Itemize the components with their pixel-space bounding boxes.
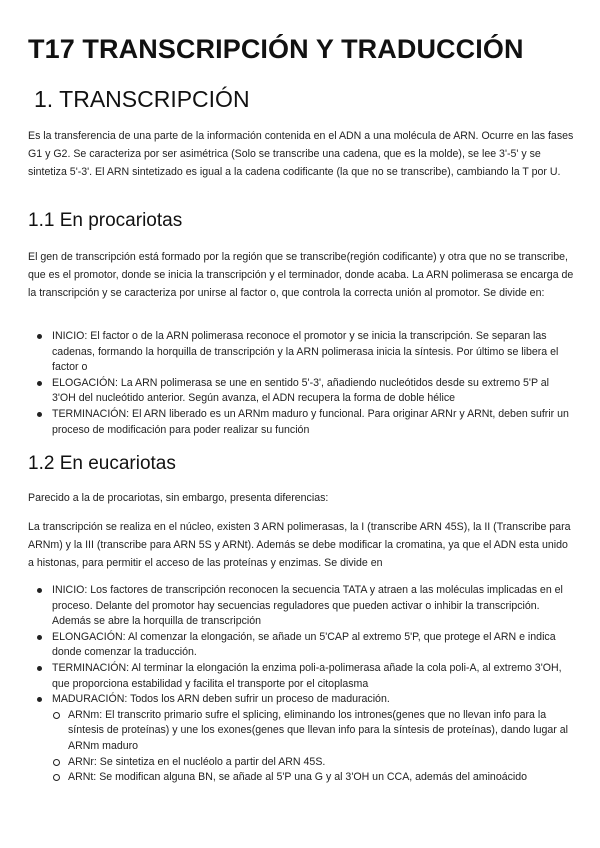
eucariotas-list [36, 583, 572, 786]
list-item [36, 329, 572, 376]
document-title: T17 TRANSCRIPCIÓN Y TRADUCCIÓN [28, 34, 524, 64]
list-item-text: TERMINACIÓN: Al terminar la elongación la enzima poli-a-polimerasa añade la cola poli-A, al extremo 3'OH, que proporciona estabilidad y facilita el transporte por el citoplasma [52, 661, 562, 690]
list-item-text: TERMINACIÓN: El ARN liberado es un ARNm maduro y funcional. Para originar ARNr y ARNt, deben sufrir un proceso de modificación para poder realizar su función [52, 407, 569, 436]
hollow-bullet-icon [53, 712, 60, 719]
list-item [36, 630, 572, 661]
list-item-text: INICIO: Los factores de transcripción reconocen la secuencia TATA y atraen a las moléculas implicadas en el proceso. Delante del promotor hay secuencias reguladores que pueden activar o inhibir la transcripción. Además se abre la horquilla de transcripción [52, 584, 563, 628]
hollow-bullet-icon [53, 774, 60, 781]
section-heading-eucariotas: 1.2 En eucariotas [28, 453, 176, 474]
bullet-icon [37, 666, 42, 671]
procariotas-list [36, 329, 572, 438]
list-item-text: INICIO: El factor o de la ARN polimerasa reconoce el promotor y se inicia la transcripción. Se separan las cadenas, formando la horquilla de transcripción y la ARN polimerasa inicia la síntesis. Por último se libera el factor o [52, 330, 559, 374]
bullet-icon [37, 334, 42, 339]
transcripcion-intro: Es la transferencia de una parte de la información contenida en el ADN a una molécula de ARN. Ocurre en las fases G1 y G2. Se caracteriza por ser asimétrica (Solo se transcribe una cadena, que es la molde), se lee 3'-5' y se sintetiza 5'-3'. El ARN sintetizado es igual a la cadena codificante (la que no se transcribe), cambiando la T por U. [28, 130, 574, 178]
list-item [36, 583, 572, 630]
bullet-icon [37, 412, 42, 417]
bullet-icon [37, 588, 42, 593]
section-heading-procariotas: 1.1 En procariotas [28, 210, 183, 231]
list-item [36, 407, 572, 438]
sublist-item [52, 770, 572, 786]
sublist-item-text: ARNr: Se sintetiza en el nucléolo a partir del ARN 45S. [68, 755, 326, 768]
list-item-text: ELONGACIÓN: Al comenzar la elongación, se añade un 5'CAP al extremo 5'P, que protege el ARN e indica donde comenzar la traducción. [52, 630, 556, 659]
bullet-icon [37, 635, 42, 640]
sublist-item-text: ARNt: Se modifican alguna BN, se añade al 5'P una G y al 3'OH un CCA, además del aminoácido [68, 771, 528, 784]
sublist-item [52, 755, 572, 771]
bullet-icon [37, 697, 42, 702]
section-heading-transcripcion: 1. TRANSCRIPCIÓN [34, 86, 250, 112]
list-item-text: ELOGACIÓN: La ARN polimerasa se une en sentido 5'-3', añadiendo nucleótidos desde su extremo 5'P al 3'OH del nucleótido anterior. Según avanza, el ADN recupera la forma de doble hélice [52, 376, 550, 405]
list-item [36, 376, 572, 407]
bullet-icon [37, 381, 42, 386]
maduracion-sublist [52, 708, 572, 786]
list-item [36, 661, 572, 692]
hollow-bullet-icon [53, 759, 60, 766]
list-item-text: MADURACIÓN: Todos los ARN deben sufrir un proceso de maduración. [52, 693, 390, 706]
eucariotas-intro-1: Parecido a la de procariotas, sin embargo, presenta diferencias: [28, 492, 329, 504]
eucariotas-intro-2: La transcripción se realiza en el núcleo, existen 3 ARN polimerasas, la I (transcribe ARN 45S), la II (Transcribe para ARNm) y la III (transcribe para ARN 5S y ARNt). Además se debe modificar la cromatina, ya que el ADN esta unido a histonas, para permitir el acceso de las proteínas y enzimas. Se divide en [28, 521, 571, 569]
sublist-item [52, 708, 572, 755]
list-item [36, 692, 572, 786]
procariotas-intro: El gen de transcripción está formado por la región que se transcribe(región codificante) y otra que no se transcribe, que es el promotor, donde se inicia la transcripción y el terminador, donde acaba. La ARN polimerasa se encarga de la transcripción y se caracteriza por unirse al factor o, que controla la correcta unión al promotor. Se divide en: [28, 251, 574, 299]
sublist-item-text: ARNm: El transcrito primario sufre el splicing, eliminando los intrones(genes que no llevan info para la síntesis de proteínas) y une los exones(genes que llevan info para la síntesis de proteínas), dando lugar al ARNm maduro [68, 708, 568, 752]
